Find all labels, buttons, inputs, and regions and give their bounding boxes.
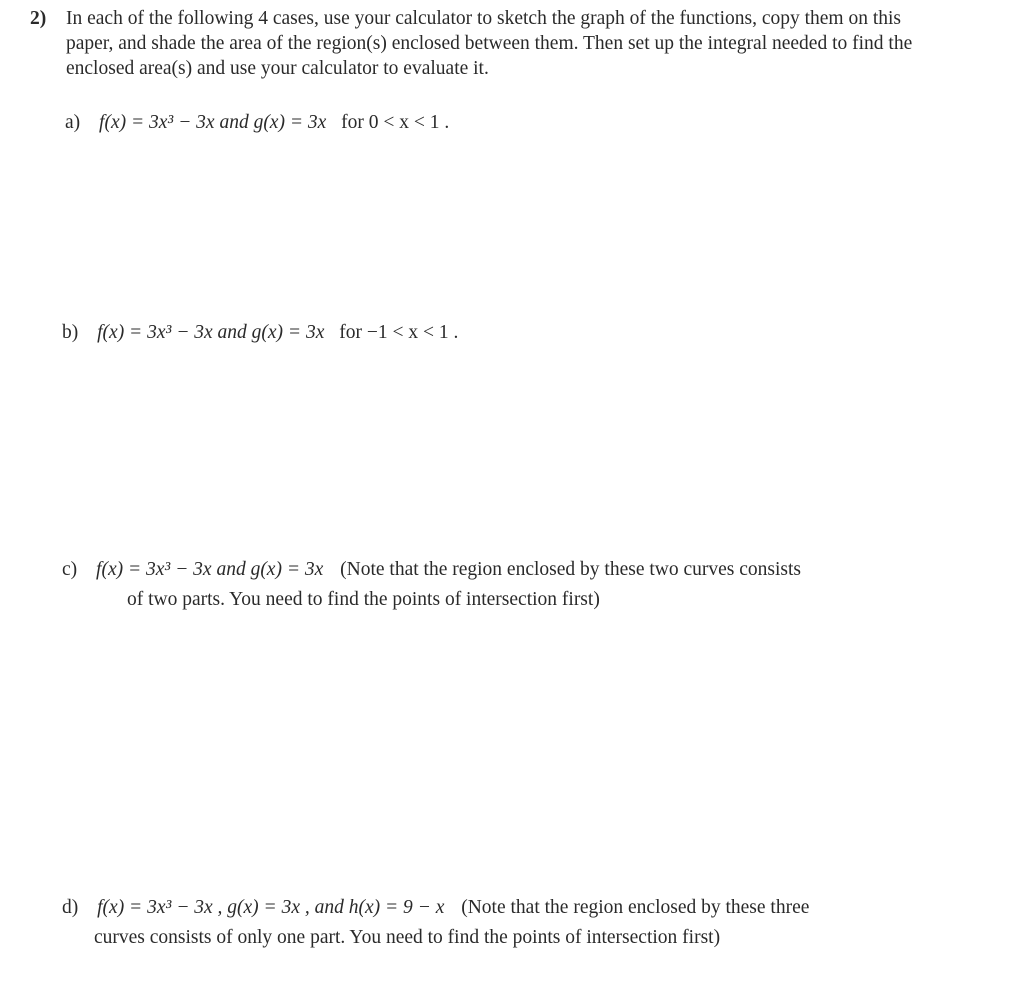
- case-label: a): [65, 112, 81, 133]
- case-b: [62, 318, 962, 348]
- question-number: 2): [30, 8, 47, 29]
- case-note-continued: curves consists of only one part. You need to find the points of intersection first): [94, 927, 721, 948]
- case-condition: for 0 < x < 1 .: [341, 112, 450, 133]
- case-label: c): [62, 559, 78, 580]
- case-functions: f(x) = 3x³ − 3x and g(x) = 3x: [96, 559, 324, 580]
- question-instructions: In each of the following 4 cases, use your calculator to sketch the graph of the functions, copy them on this paper, and shade the area of the region(s) enclosed between them. Then set up the integral needed to find the enclosed area(s) and use your calculator to evaluate it.: [66, 8, 913, 79]
- case-c: [62, 555, 962, 615]
- case-functions: f(x) = 3x³ − 3x and g(x) = 3x: [99, 112, 327, 133]
- case-note: (Note that the region enclosed by these two curves consists: [340, 559, 801, 580]
- case-functions: f(x) = 3x³ − 3x and g(x) = 3x: [97, 322, 325, 343]
- case-label: d): [62, 897, 79, 918]
- case-a: [65, 108, 965, 138]
- case-label: b): [62, 322, 79, 343]
- question-intro: [30, 6, 930, 81]
- case-note: (Note that the region enclosed by these three: [461, 897, 810, 918]
- case-note-continued: of two parts. You need to find the points of intersection first): [127, 589, 600, 610]
- case-functions: f(x) = 3x³ − 3x , g(x) = 3x , and h(x) = 9 − x: [97, 897, 445, 918]
- case-d: [62, 893, 982, 953]
- case-condition: for −1 < x < 1 .: [339, 322, 459, 343]
